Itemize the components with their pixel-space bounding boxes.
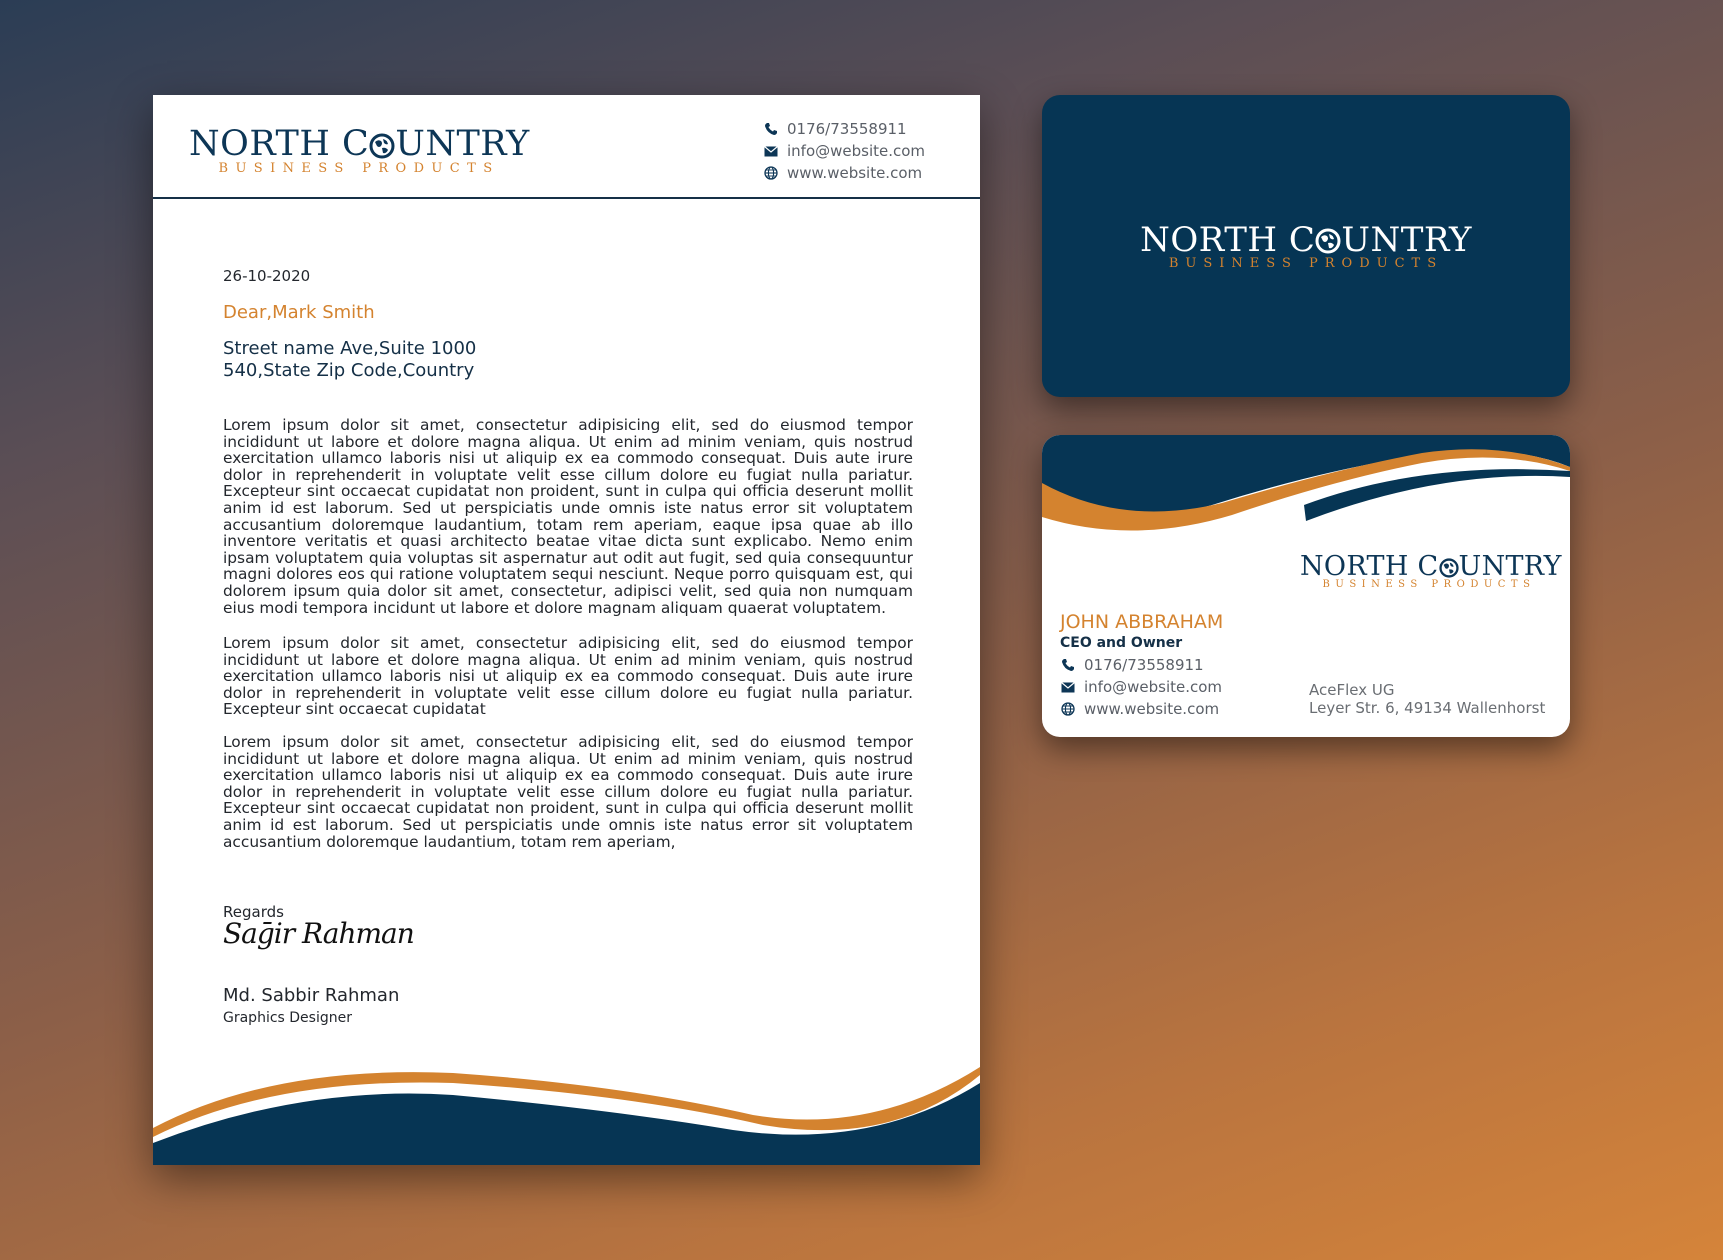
globe-icon	[763, 165, 779, 181]
brand-name: NORTH C UNTRY	[189, 124, 530, 164]
letter-paragraph-1: Lorem ipsum dolor sit amet, consectetur adipisicing elit, sed do eiusmod tempor incididunt ut labore et dolore magna aliqua. Ut enim ad minim veniam, quis nostrud exercitation ullamco laboris nisi ut aliquip ex ea commodo consequat. Duis aute irure dolor in reprehenderit in voluptate velit esse cillum dolore eu fugiat nulla pariatur. Excepteur sint occaecat cupidatat non proident, sunt in culpa qui officia deserunt mollit anim id est laborum. Sed ut perspiciatis unde omnis iste natus error sit voluptatem accusantium doloremque laudantium, totam rem aperiam, eaque ipsa quae ab illo inventore veritatis et quasi architecto beatae vitae dicta sunt explicabo. Nemo enim ipsam voluptatem quia voluptas sit aspernatur aut odit aut fugit, sed quia consequuntur magni dolores eos qui ratione voluptatem sequi nesciunt. Neque porro quisquam est, qui dolorem ipsum quia dolor sit amet, consectetur, adipisci velit, sed quia non numquam eius modi tempora incidunt ut labore et dolore magnam aliquam quaerat voluptatem.	[223, 416, 913, 617]
brand-tagline: BUSINESS PRODUCTS	[218, 161, 500, 176]
letterhead-contact	[763, 118, 925, 184]
envelope-icon	[763, 143, 779, 159]
card-front-tagline: BUSINESS PRODUCTS	[1168, 256, 1444, 271]
contact-website-text: www.website.com	[787, 164, 923, 182]
card-person-role: CEO and Owner	[1060, 635, 1183, 651]
letter-paragraph-3: Lorem ipsum dolor sit amet, consectetur adipisicing elit, sed do eiusmod tempor incididunt ut labore et dolore magna aliqua. Ut enim ad minim veniam, quis nostrud exercitation ullamco laboris nisi ut aliquip ex ea commodo consequat. Duis aute irure dolor in reprehenderit in voluptate velit esse cillum dolore eu fugiat nulla pariatur. Excepteur sint occaecat cupidatat non proident, sunt in culpa qui officia deserunt mollit anim id est laborum. Sed ut perspiciatis unde omnis iste natus error sit voluptatem accusantium doloremque laudantium, totam rem aperiam,	[223, 733, 913, 851]
card-back-tagline: BUSINESS PRODUCTS	[1322, 579, 1536, 590]
card-back-brand-name: NORTH C UNTRY	[1300, 551, 1562, 582]
contact-email	[763, 140, 925, 162]
globe-icon	[1060, 701, 1076, 717]
card-company-name: AceFlex UG	[1309, 681, 1395, 699]
letter-salutation: Dear,Mark Smith	[223, 302, 375, 323]
letterhead	[153, 95, 980, 1165]
signer-name: Md. Sabbir Rahman	[223, 985, 400, 1006]
business-card-front	[1042, 95, 1570, 397]
globe-logo-icon	[369, 133, 395, 159]
letter-date: 26-10-2020	[223, 267, 311, 285]
phone-icon	[763, 121, 779, 137]
address-line-1: Street name Ave,Suite 1000	[223, 338, 477, 359]
globe-logo-icon	[1315, 228, 1341, 254]
contact-phone-text: 0176/73558911	[787, 120, 907, 138]
business-card-back	[1042, 435, 1570, 737]
contact-website	[763, 162, 925, 184]
contact-phone	[763, 118, 925, 140]
card-company	[1309, 681, 1545, 717]
card-contact	[1060, 654, 1222, 720]
card-company-address: Leyer Str. 6, 49134 Wallenhorst	[1309, 699, 1546, 717]
phone-icon	[1060, 657, 1076, 673]
card-person-name: JOHN ABBRAHAM	[1060, 611, 1224, 633]
card-front-brand-name: NORTH C UNTRY	[1140, 220, 1472, 260]
card-contact-email	[1060, 676, 1222, 698]
card-front-logo	[1140, 220, 1472, 271]
contact-email-text: info@website.com	[787, 142, 926, 160]
signer-title: Graphics Designer	[223, 1010, 352, 1026]
letterhead-footer-wave	[153, 1055, 980, 1165]
handwritten-signature: Saḡir Rahman	[223, 917, 414, 950]
card-back-header-wave	[1042, 435, 1570, 545]
card-contact-phone	[1060, 654, 1222, 676]
envelope-icon	[1060, 679, 1076, 695]
card-website-text: www.website.com	[1084, 700, 1220, 718]
address-line-2: 540,State Zip Code,Country	[223, 360, 475, 381]
card-email-text: info@website.com	[1084, 678, 1223, 696]
letter-regards: Regards	[223, 903, 284, 921]
letter-paragraph-2: Lorem ipsum dolor sit amet, consectetur adipisicing elit, sed do eiusmod tempor incididunt ut labore et dolore magna aliqua. Ut enim ad minim veniam, quis nostrud exercitation ullamco laboris nisi ut aliquip ex ea commodo consequat. Duis aute irure dolor in reprehenderit in voluptate velit esse cillum dolore eu fugiat nulla pariatur. Excepteur sint occaecat cupidatat	[223, 634, 913, 719]
card-contact-website	[1060, 698, 1222, 720]
brand-logo	[189, 124, 530, 176]
letterhead-header	[153, 95, 980, 199]
card-phone-text: 0176/73558911	[1084, 656, 1204, 674]
card-back-logo	[1300, 551, 1562, 590]
letter-address	[223, 338, 476, 382]
globe-logo-icon	[1439, 558, 1459, 578]
